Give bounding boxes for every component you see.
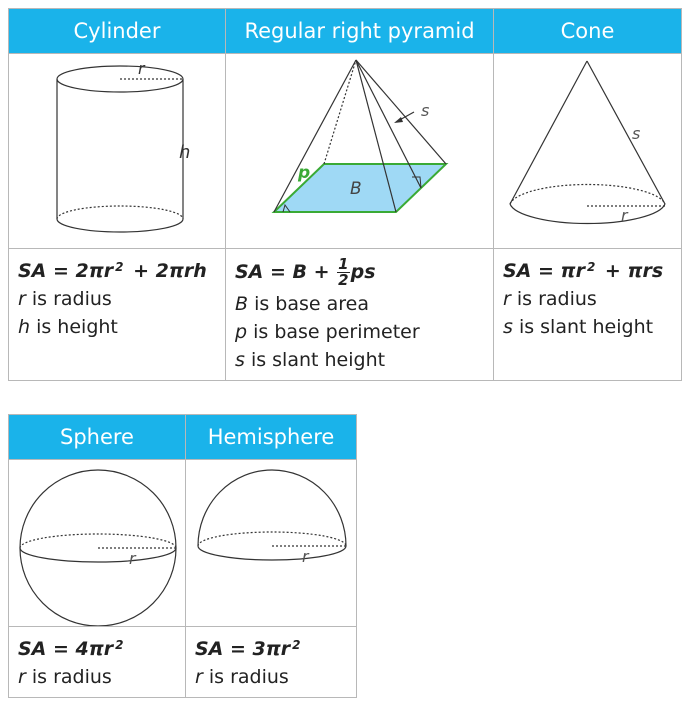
hemisphere-formula-cell <box>186 627 357 698</box>
cylinder-radius-label: r <box>138 59 145 78</box>
cylinder-var-h-desc: is height <box>30 316 118 338</box>
cone-slant-label: s <box>632 124 641 143</box>
pyramid-header: Regular right pyramid <box>226 9 494 54</box>
pyramid-var-b-desc: is base area <box>248 293 370 315</box>
sphere-var-r-desc: is radius <box>25 666 112 688</box>
cone-formula-cell <box>494 249 682 381</box>
cylinder-formula-cell <box>9 249 226 381</box>
pyramid-formula: SA = B + $\frac{1}{2}$ ps <box>235 255 376 289</box>
cone-figure-cell <box>494 54 682 249</box>
hemisphere-var-r-desc: is radius <box>202 666 289 688</box>
cone-formula: SA = πr $^2$ + πrs <box>503 260 664 282</box>
pyramid-figure-cell <box>226 54 494 249</box>
pyramid-var-p: p <box>235 321 248 343</box>
pyramid-diagram <box>226 54 494 248</box>
pyramid-slant-label: s <box>421 101 430 120</box>
sphere-header: Sphere <box>9 415 186 460</box>
cylinder-header: Cylinder <box>9 9 226 54</box>
surface-area-table-top <box>8 8 682 381</box>
cylinder-var-h: h <box>18 316 31 338</box>
hemisphere-figure-cell <box>186 460 357 627</box>
pyramid-var-p-desc: is base perimeter <box>247 321 420 343</box>
one-half-fraction: $\frac{1}{2}$ <box>338 255 349 289</box>
cylinder-var-r-desc: is radius <box>25 288 112 310</box>
sphere-var-r: r <box>18 666 26 688</box>
hemisphere-formula: SA = 3πr $^2$ <box>195 638 301 660</box>
sphere-radius-label: r <box>129 549 136 568</box>
cylinder-figure-cell <box>9 54 226 249</box>
cone-diagram <box>494 54 682 248</box>
pyramid-base-label: B <box>350 179 362 199</box>
cylinder-height-label: h <box>179 142 191 163</box>
hemisphere-header: Hemisphere <box>186 415 357 460</box>
sphere-figure-cell <box>9 460 186 627</box>
hemisphere-var-r: r <box>195 666 203 688</box>
cone-var-r: r <box>503 288 511 310</box>
cylinder-diagram <box>9 54 226 248</box>
pyramid-var-s: s <box>235 349 245 371</box>
sphere-diagram <box>9 460 186 626</box>
pyramid-var-s-desc: is slant height <box>244 349 386 371</box>
cone-var-s: s <box>503 316 513 338</box>
cone-var-s-desc: is slant height <box>512 316 654 338</box>
pyramid-formula-cell <box>226 249 494 381</box>
cone-radius-label: r <box>621 206 628 225</box>
sphere-formula: SA = 4πr $^2$ <box>18 638 124 660</box>
cylinder-var-r: r <box>18 288 26 310</box>
sphere-formula-cell <box>9 627 186 698</box>
pyramid-perimeter-label: p <box>298 163 311 183</box>
cone-var-r-desc: is radius <box>510 288 597 310</box>
cone-header: Cone <box>494 9 682 54</box>
surface-area-table-bottom <box>8 414 357 698</box>
pyramid-var-b: B <box>235 293 249 315</box>
cylinder-formula: SA = 2πr $^2$ + 2πrh <box>18 260 207 282</box>
hemisphere-radius-label: r <box>302 547 309 566</box>
hemisphere-diagram <box>186 460 357 626</box>
